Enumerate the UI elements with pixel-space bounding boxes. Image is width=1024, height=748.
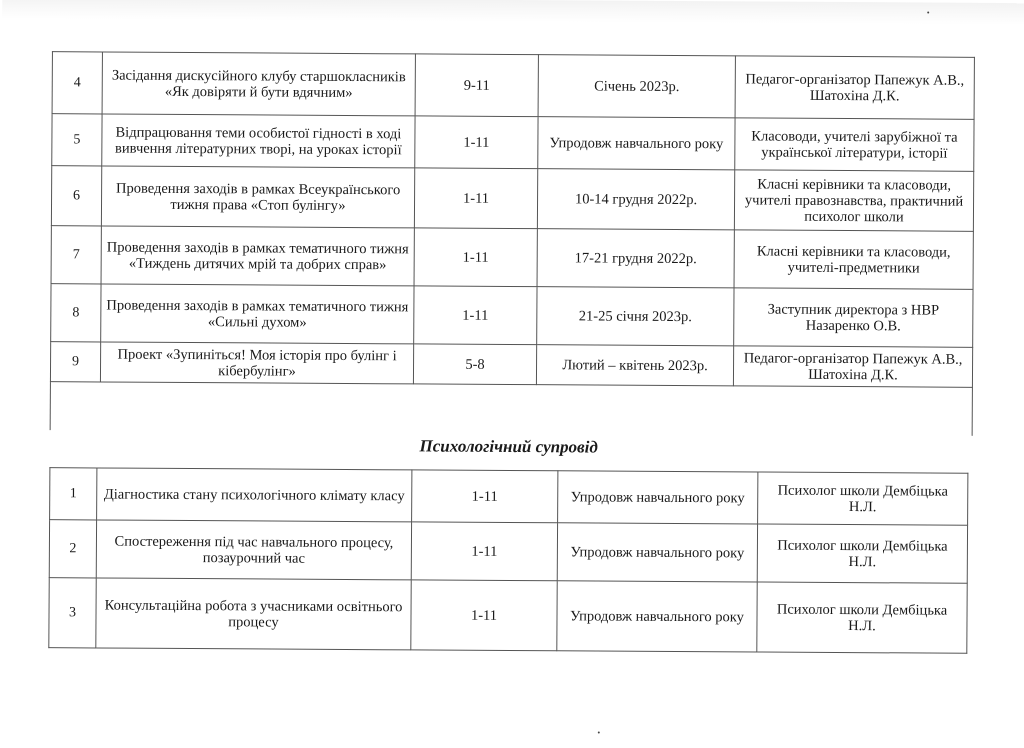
- row-number: 7: [51, 226, 101, 284]
- table-row: [50, 342, 972, 388]
- term-cell: 17-21 грудня 2022р.: [537, 229, 734, 288]
- term-cell: Упродовж навчального року: [538, 117, 735, 170]
- term-cell: Лютий – квітень 2023р.: [536, 345, 733, 386]
- responsible-cell: Класоводи, учителі зарубіжної та української літератури, історії: [735, 118, 974, 171]
- row-number: 6: [51, 166, 101, 226]
- table-row: [51, 226, 973, 290]
- scan-speck: [598, 732, 600, 734]
- grades-cell: 1-11: [414, 228, 537, 287]
- psychology-table: [48, 467, 968, 654]
- row-number: 2: [49, 520, 96, 578]
- section-title: Психологічний супровід: [419, 436, 598, 457]
- grades-cell: 1-11: [414, 168, 537, 229]
- scan-edge-shadow: [2, 0, 1024, 25]
- grades-cell: 5-8: [413, 344, 536, 385]
- term-cell: 21-25 січня 2023р.: [537, 287, 734, 346]
- event-cell: Проведення заходів в рамках тематичного тижня «Сильні духом»: [101, 284, 414, 344]
- event-cell: Засідання дискусійного клубу старшокласників «Як довіряти й бути вдячним»: [102, 52, 415, 116]
- term-cell: Упродовж навчального року: [557, 523, 757, 582]
- table-row: [51, 166, 973, 232]
- event-cell: Діагностика стану психологічного клімату класу: [97, 468, 412, 522]
- event-cell: Проведення заходів в рамках Всеукраїнського тижня права «Стоп булінгу»: [101, 166, 414, 228]
- grades-cell: 1-11: [414, 286, 537, 345]
- table-row: [51, 284, 973, 348]
- responsible-cell: Педагог-організатор Папежук А.В., Шатохіна Д.К.: [735, 56, 974, 119]
- grades-cell: 1-11: [415, 116, 538, 169]
- row-number: 3: [49, 578, 96, 648]
- row-number: 5: [52, 114, 102, 166]
- responsible-cell: Психолог школи Дембіцька Н.Л.: [757, 524, 967, 583]
- term-cell: 10-14 грудня 2022р.: [537, 169, 734, 230]
- row-number: 1: [50, 468, 97, 520]
- responsible-cell: Заступник директора з НВР Назаренко О.В.: [734, 288, 973, 347]
- row-number: 9: [50, 342, 100, 382]
- event-cell: Консультаційна робота з учасниками освітнього процесу: [96, 578, 411, 650]
- table-row: [52, 114, 974, 172]
- row-number: 8: [51, 284, 101, 342]
- table-row: [52, 52, 974, 120]
- table-row: [50, 468, 968, 526]
- event-cell: Проведення заходів в рамках тематичного тижня «Тиждень дитячих мрій та добрих справ»: [101, 226, 414, 286]
- grades-cell: 1-11: [412, 470, 558, 523]
- responsible-cell: Класні керівники та класоводи, учителі правознавства, практичний психолог школи: [734, 170, 973, 231]
- scan-speck: [927, 12, 929, 14]
- responsible-cell: Класні керівники та класоводи, учителі-предметники: [734, 230, 973, 289]
- grades-cell: 1-11: [411, 522, 557, 581]
- event-cell: Спостереження під час навчального процесу, позаурочний час: [96, 520, 411, 580]
- table-row: [49, 520, 967, 584]
- responsible-cell: Психолог школи Дембіцька Н.Л.: [757, 582, 967, 653]
- responsible-cell: Педагог-організатор Папежук А.В., Шатохіна Д.К.: [733, 346, 972, 387]
- event-cell: Відпрацювання теми особистої гідності в ході вивчення літературних творі, на уроках історії: [102, 114, 415, 168]
- table-row: [49, 578, 967, 654]
- term-cell: Упродовж навчального року: [557, 581, 757, 652]
- events-table: [50, 51, 975, 435]
- section-spacer-row: [50, 382, 972, 436]
- row-number: 4: [52, 52, 102, 114]
- grades-cell: 9-11: [415, 54, 538, 117]
- term-cell: Упродовж навчального року: [558, 471, 758, 524]
- term-cell: Січень 2023р.: [538, 55, 735, 118]
- event-cell: Проект «Зупиніться! Моя історія про булінг і кібербулінг»: [100, 342, 413, 384]
- grades-cell: 1-11: [411, 580, 557, 651]
- responsible-cell: Психолог школи Дембіцька Н.Л.: [758, 472, 968, 525]
